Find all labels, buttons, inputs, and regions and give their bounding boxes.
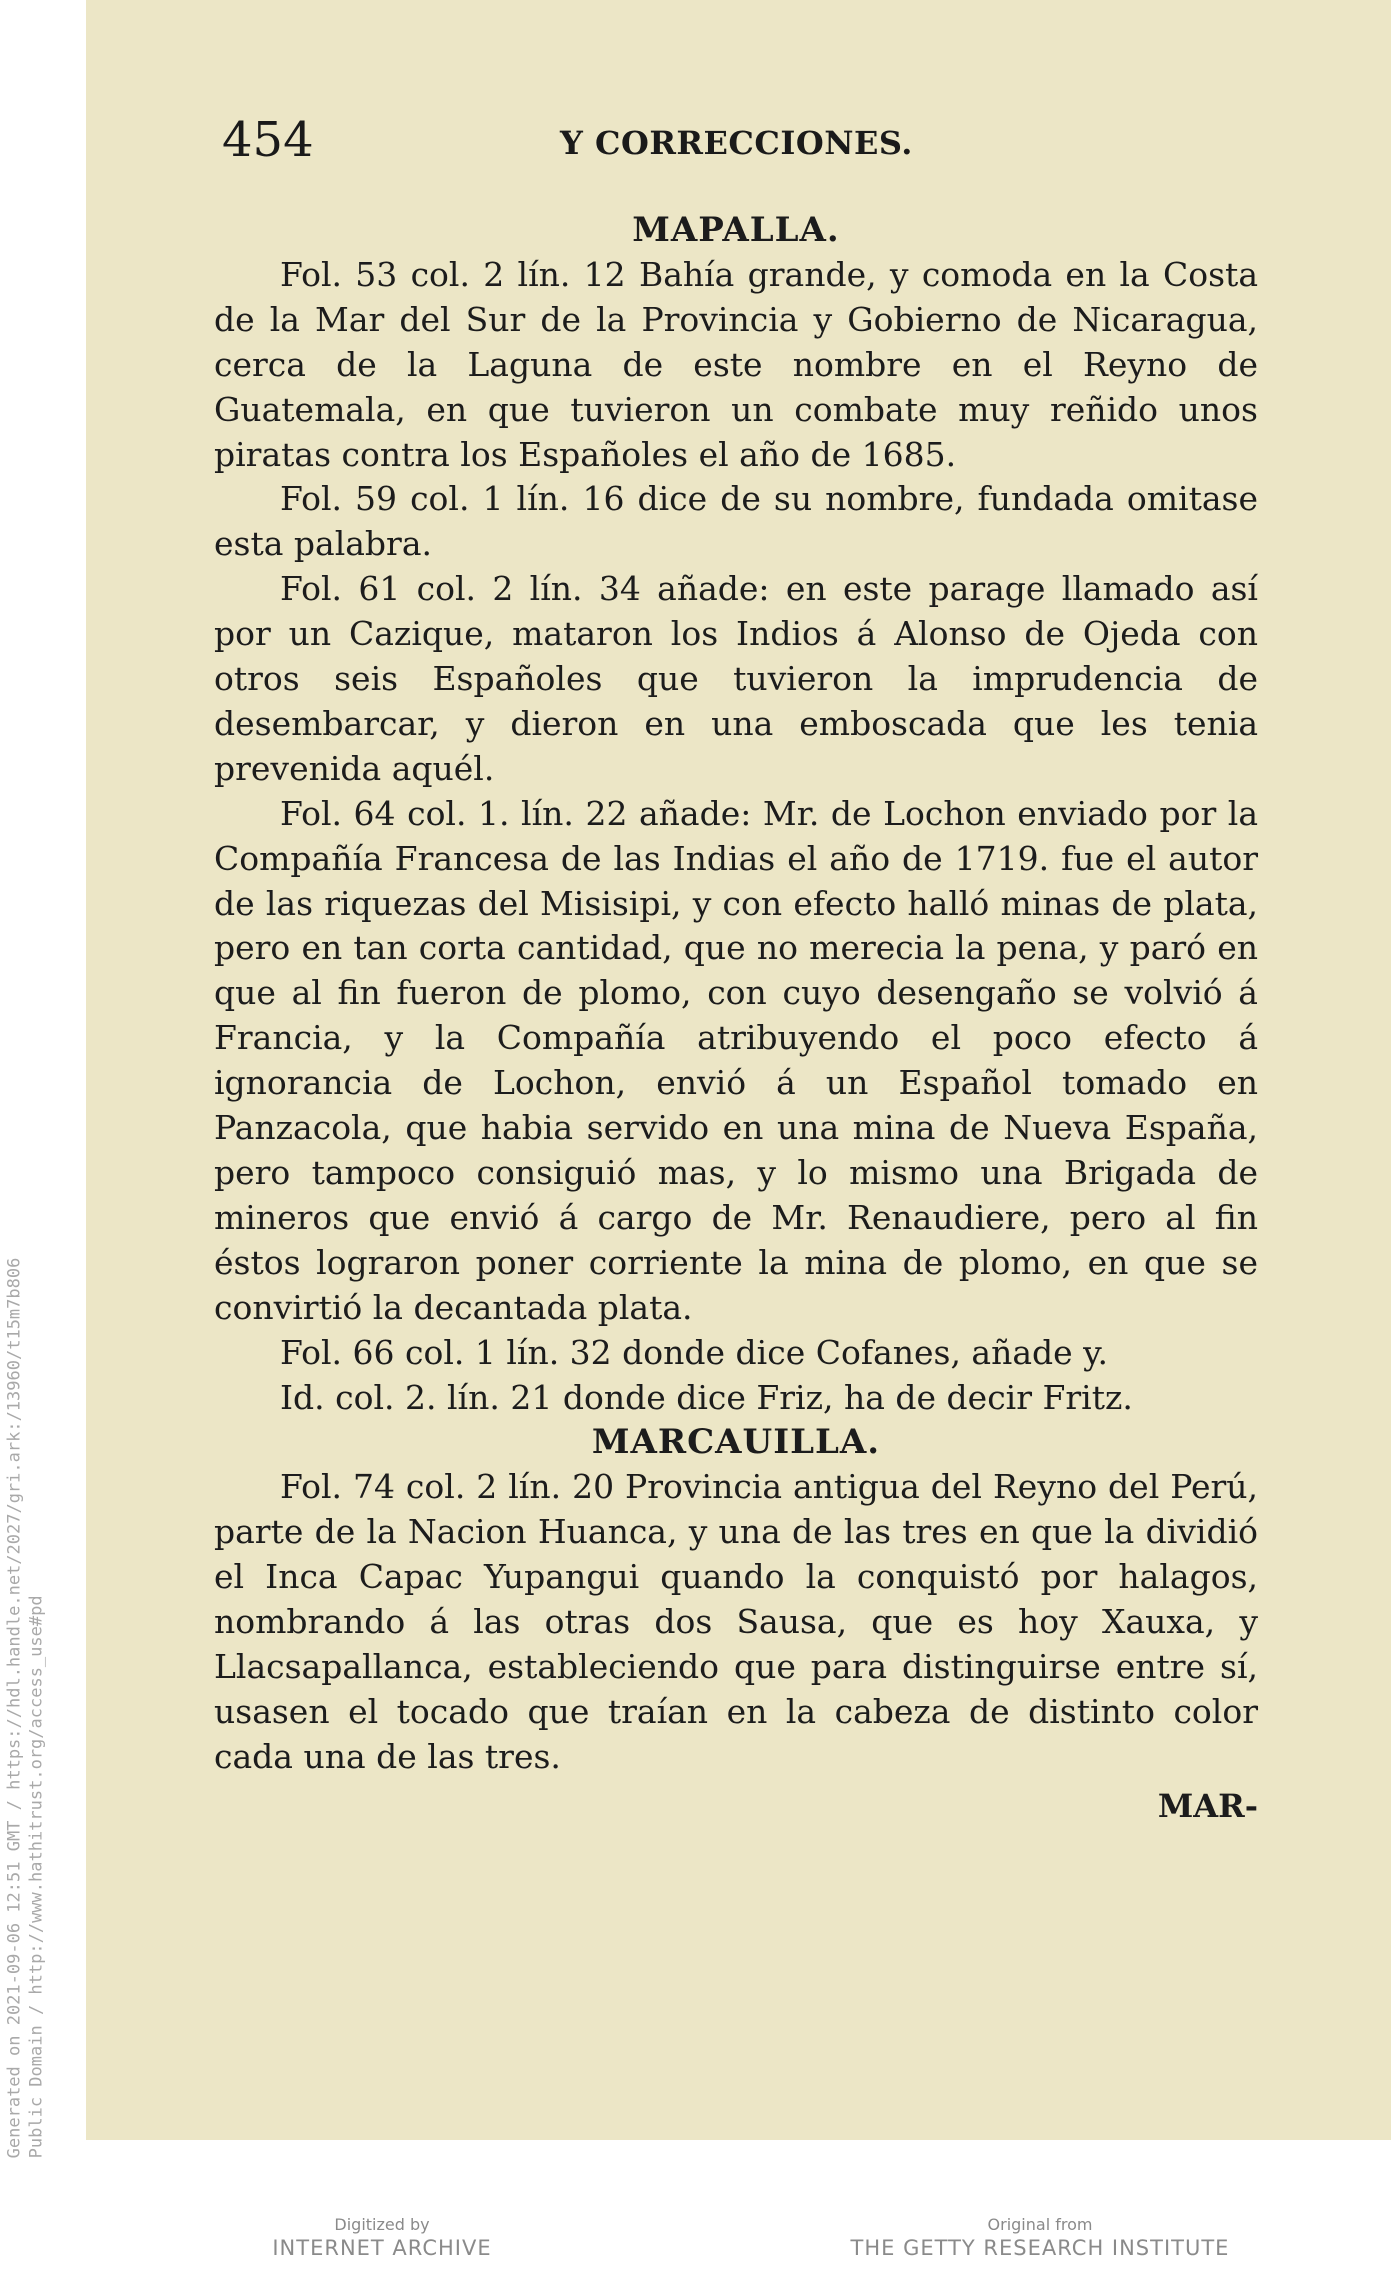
digitized-by-credit: [232, 2215, 532, 2260]
digitized-by-label: Digitized by: [334, 2215, 430, 2234]
entry-paragraph: Fol. 66 col. 1 lín. 32 donde dice Cofanes, añade y.: [280, 1332, 1108, 1372]
page-body: [214, 208, 1258, 1834]
original-from-credit: [850, 2215, 1230, 2260]
generated-line: Generated on 2021-09-06 12:51 GMT / https://hdl.handle.net/2027/gri.ark:/13960/t15m7b806: [4, 1257, 25, 2158]
section-heading-marcauilla: MARCAUILLA.: [591, 1422, 881, 1463]
section-heading-mapalla: MAPALLA.: [632, 210, 840, 250]
original-from-label: Original from: [987, 2215, 1093, 2234]
entry-paragraph: Fol. 64 col. 1. lín. 22 añade: Mr. de Lochon enviado por la Compañía Francesa de las Indias el año de 1719. fue el autor de las riquezas del Misisipi, y con efecto halló minas de plata, pero en tan corta cantidad, que no merecia la pena, y paró en que al fin fueron de plomo, con cuyo desengaño se volvió á Francia, y la Compañía atribuyendo el poco efecto á ignorancia de Lochon, envió á un Español tomado en Panzacola, que habia servido en una mina de Nueva España, pero tampoco consiguió mas, y lo mismo una Brigada de mineros que envió á cargo de Mr. Renaudiere, pero al fin éstos lograron poner corriente la mina de plomo, en que se convirtió la decantada plata.: [214, 793, 1258, 1327]
access-watermark: [2, 1150, 48, 2265]
license-line: Public Domain / http://www.hathitrust.org/access_use#pd: [26, 1594, 47, 2158]
entry-paragraph: Fol. 74 col. 2 lín. 20 Provincia antigua del Reyno del Perú, parte de la Nacion Huanca, y una de las tres en que la dividió el Inca Capac Yupangui quando la conquistó por halagos, nombrando á las otras dos Sausa, que es hoy Xauxa, y Llacsapallanca, estableciendo que para distinguirse entre sí, usasen el tocado que traían en la cabeza de distinto color cada una de las tres.: [214, 1467, 1258, 1776]
page-header: [222, 112, 1262, 172]
internet-archive-label: INTERNET ARCHIVE: [272, 2236, 492, 2260]
entry-paragraph: Id. col. 2. lín. 21 donde dice Friz, ha de decir Fritz.: [280, 1377, 1133, 1417]
entry-paragraph: Fol. 59 col. 1 lín. 16 dice de su nombre, fundada omitase esta palabra.: [214, 479, 1258, 564]
page-number: 454: [222, 112, 314, 168]
entry-paragraph: Fol. 61 col. 2 lín. 34 añade: en este parage llamado así por un Cazique, mataron los Indios á Alonso de Ojeda con otros seis Españoles que tuvieron la imprudencia de desembarcar, y dieron en una emboscada que les tenia prevenida aquél.: [214, 569, 1258, 788]
running-head: Y CORRECCIONES.: [560, 124, 913, 162]
catchword: MAR-: [1157, 1786, 1258, 1825]
entry-paragraph: Fol. 53 col. 2 lín. 12 Bahía grande, y comoda en la Costa de la Mar del Sur de la Provincia y Gobierno de Nicaragua, cerca de la Laguna de este nombre en el Reyno de Guatemala, en que tuvieron un combate muy reñido unos piratas contra los Españoles el año de 1685.: [214, 254, 1258, 474]
getty-institute-label: THE GETTY RESEARCH INSTITUTE: [850, 2236, 1230, 2260]
